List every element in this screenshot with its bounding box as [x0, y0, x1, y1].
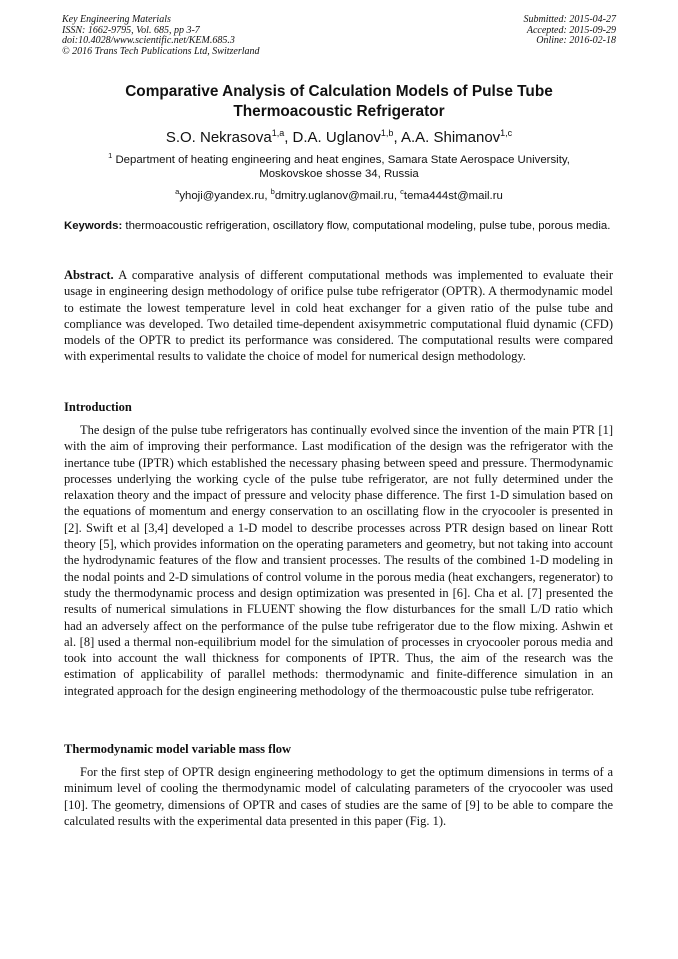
introduction-paragraph: The design of the pulse tube refrigerators has continually evolved since the invention of the main PTR [1] with the aim of improving their performance. Last modification of the design was the refrigerator with the inertance tube (IPTR) which established the necessary phasing between speed and pressure. Thermodynamic processes underlying the working cycle of the pulse tube refrigerator, are not fully determined under the relaxation theory and the impact of pressure and velocity phase difference. The first 1-D simulation based on the equations of momentum and energy conservation to an oscillating flow in the cryocooler is presented in [2]. Swift et al [3,4] developed a 1-D model to describe processes across PTR design based on linear Rott theory [5], which provides information on the operating parameters and geometry, but not taking into account the hydrodynamic features of the flow and transient processes. The results of the combined 1-D modeling in the nodal points and 2-D simulations of control volume in the porous media (heat exchangers, regenerator) to study the thermodynamic process and design optimization was presented in [6]. Cha et al. [7] presented the results of numerical simulations in FLUENT showing the flow disturbances for the small L/D ratio which had an adversely affect on the performance of the pulse tube refrigerator due to the flow mixing. Ashwin et al. [8] used a thermal non-equilibrium model for the simulation of processes in cryocooler porous media and took into account the wall thickness for components of IPTR. Thus, the aim of the research was the estimation of applicability of parallel methods: thermodynamic and finite-difference simulation in an integrated approach for the design engineering methodology of the thermoacoustic pulse tube refrigerator.	[64, 423, 613, 698]
email-address: yhoji@yandex.ru	[179, 189, 265, 202]
paper-title	[40, 82, 638, 122]
author-affiliation-mark: 1,c	[500, 128, 513, 138]
email-mark: b	[270, 187, 275, 196]
email-mark: c	[400, 187, 404, 196]
author-name: A.A. Shimanov	[400, 129, 501, 146]
title-line-2: Thermoacoustic Refrigerator	[233, 103, 445, 120]
email-address: dmitry.uglanov@mail.ru	[274, 189, 394, 202]
email-mark: a	[175, 187, 180, 196]
keywords	[64, 219, 613, 235]
author-affiliation-mark: 1,a	[271, 128, 285, 138]
email-list: $^a$yhoji@yandex.ru, $^b$dmitry.uglanov@mail.ru, $^c$tema444st@mail.ru	[175, 187, 503, 202]
title-line-1: Comparative Analysis of Calculation Models of Pulse Tube	[125, 83, 553, 100]
thermodynamic-model-paragraph: For the first step of OPTR design engineering methodology to get the optimum dimensions in terms of a minimum level of cooling the thermodynamic model of calculating parameters of the cryocooler was used [10]. The geometry, dimensions of OPTR and cases of studies are the same of [9] to be able to compare the calculated results with the experimental data presented in this paper (Fig. 1).	[64, 765, 613, 828]
journal-name: Key Engineering Materials	[62, 14, 171, 25]
issn-line: ISSN: 1662-9795, Vol. 685, pp 3-7	[62, 24, 200, 36]
accepted-date: Accepted: 2015-09-29	[526, 24, 616, 36]
author-list: S.O. Nekrasova$^{1,a}$, D.A. Uglanov$^{1,b}$, A.A. Shimanov$^{1,c}$	[165, 128, 513, 146]
section-heading-introduction: Introduction	[64, 400, 132, 414]
submission-dates	[524, 15, 617, 47]
author-name: D.A. Uglanov	[292, 129, 381, 146]
submitted-date: Submitted: 2015-04-27	[523, 14, 616, 25]
affiliation	[60, 149, 618, 182]
affiliation-line-1: Department of heating engineering and heat engines, Samara State Aerospace University,	[115, 153, 570, 166]
affiliation-mark: 1	[108, 151, 113, 160]
doi-line: doi:10.4028/www.scientific.net/KEM.685.3	[62, 35, 235, 47]
keywords-label: Keywords:	[64, 220, 123, 232]
affiliation-line-2: Moskovskoe shosse 34, Russia	[259, 168, 419, 181]
abstract	[64, 267, 613, 365]
copyright-line: © 2016 Trans Tech Publications Ltd, Switzerland	[62, 45, 260, 57]
journal-info	[62, 15, 260, 57]
author-affiliation-mark: 1,b	[380, 128, 394, 138]
abstract-text: A comparative analysis of different computational methods was implemented to evaluate their usage in engineering design methodology of orifice pulse tube refrigerator (OPTR). A thermodynamic model to estimate the lowest temperature level in cold heat exchanger for a given ratio of the pulse tube and compliance was developed. Two detailed time-dependent axisymmetric computational fluid dynamic (CFD) models of the OPTR to predict its performance was considered. The computational results were compared with experimental results to validate the choice of model for numerical design methodology.	[64, 268, 614, 364]
keywords-text: thermoacoustic refrigeration, oscillatory flow, computational modeling, pulse tube, porous media.	[125, 220, 611, 232]
section-heading-thermodynamic-model: Thermodynamic model variable mass flow	[64, 742, 292, 756]
online-date: Online: 2016-02-18	[536, 35, 616, 47]
abstract-label: Abstract.	[64, 268, 114, 282]
email-address: tema444st@mail.ru	[403, 189, 503, 202]
author-name: S.O. Nekrasova	[165, 129, 272, 146]
